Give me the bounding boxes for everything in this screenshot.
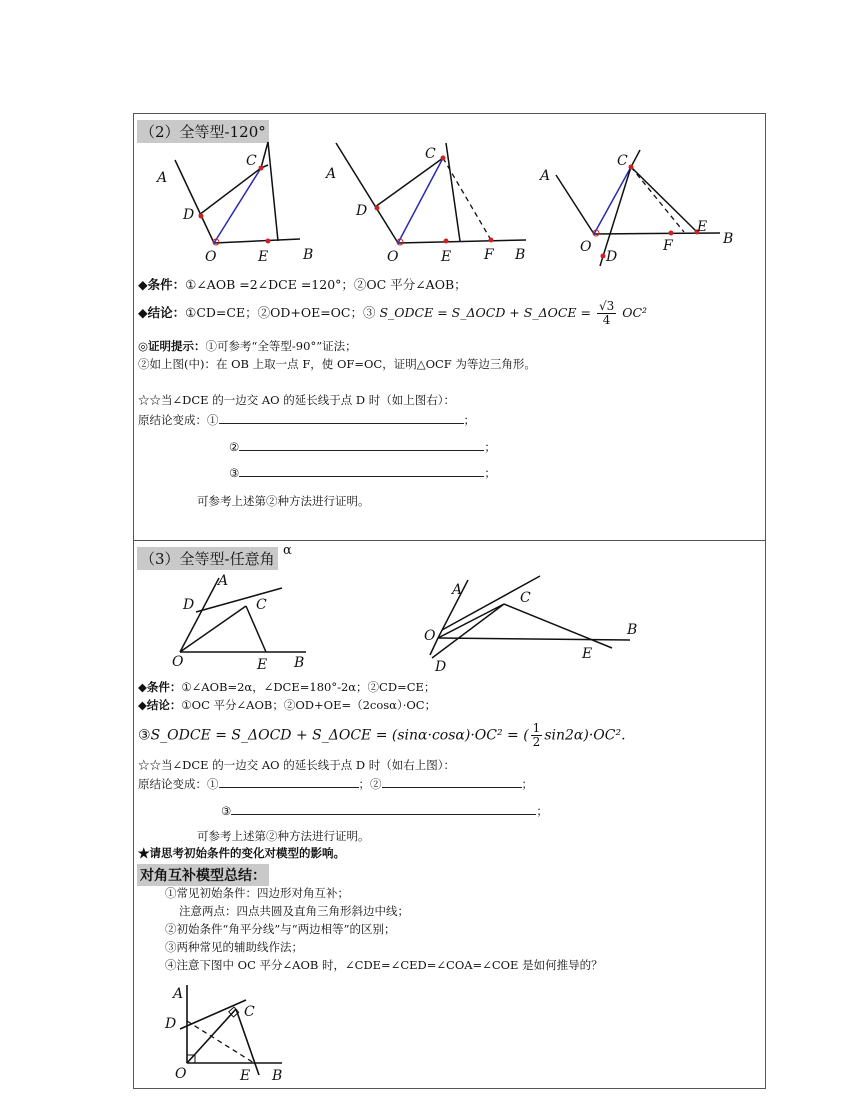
summary-item-4: ③两种常见的辅助线作法； [165, 940, 303, 954]
section2-refer: 可参考上述第②种方法进行证明。 [197, 494, 370, 508]
section2-blank1-row: 原结论变成：① ； [138, 413, 475, 427]
section2-blank3-row: ③ ； [229, 466, 496, 480]
fig3r-label-O: O [424, 628, 436, 644]
condition-label: ◆条件： [138, 277, 186, 292]
fig2l-label-A: A [157, 170, 168, 186]
proof-line2: ②如上图(中)：在 OB 上取一点 F，使 OF=OC，证明△OCF 为等边三角形。 [138, 357, 536, 371]
fig3l-label-D: D [183, 597, 195, 613]
s3-blank3-marker: ③ [221, 804, 232, 818]
conclusion-text: ①CD=CE；②OD+OE=OC；③ [185, 305, 376, 320]
s3-formula-fraction: $\frac{1}{2}$ [532, 721, 541, 749]
s3-blank1-marker: ① [207, 777, 219, 791]
section3-title-text: （3）全等型-任意角 [140, 550, 275, 568]
fig2r-label-F: F [663, 238, 673, 254]
blank1-marker: ① [207, 413, 219, 427]
fig2l-label-E: E [258, 249, 269, 265]
blank2-marker: ② [229, 440, 240, 454]
section2-extension: ☆☆当∠DCE 的一边交 AO 的延长线于点 D 时（如上图右）： [138, 393, 456, 407]
fig2l-label-B: B [303, 247, 314, 263]
fig3l-label-E: E [257, 657, 268, 673]
fig2l-label-O: O [205, 249, 217, 265]
fig3r-label-C: C [520, 590, 531, 606]
fig3l-label-A: A [218, 573, 229, 589]
sum-label-D: D [165, 1016, 177, 1032]
section3-think: ★请思考初始条件的变化对模型的影响。 [138, 846, 345, 860]
fig2r-label-O: O [580, 239, 592, 255]
condition-text: ①∠AOB =2∠DCE =120°；②OC 平分∠AOB； [185, 277, 467, 292]
original-label: 原结论变成： [138, 413, 207, 427]
section3-title-alpha: α [283, 543, 292, 558]
s3-formula-main: S_ODCE = S_ΔOCD + S_ΔOCE = (sinα·cosα)·OC² = ( [150, 727, 529, 744]
section3-blank-row1: 原结论变成：① ；② ； [138, 777, 533, 791]
fig2l-label-C: C [246, 153, 257, 169]
summary-title: 对角互补模型总结： [137, 864, 269, 886]
fig2m-label-C: C [425, 146, 436, 162]
section2-blank2-row: ② ； [229, 440, 496, 454]
s3-conclusion-label: ◆结论： [138, 698, 182, 712]
section3-blank-row2: ③ ； [221, 804, 548, 818]
fig3r-label-A: A [452, 582, 463, 598]
fig2r-label-D: D [606, 249, 618, 265]
fig3r-label-D: D [435, 659, 447, 675]
proof-line1: ①可参考“全等型-90°”证法； [205, 339, 357, 353]
fig3l-label-B: B [294, 655, 305, 671]
fig2m-label-D: D [356, 203, 368, 219]
fig2r-label-A: A [540, 168, 551, 184]
sum-label-B: B [272, 1068, 283, 1084]
summary-item-1: ①常见初始条件：四边形对角互补； [165, 886, 349, 900]
sum-label-O: O [175, 1066, 187, 1082]
summary-item-5: ④注意下图中 OC 平分∠AOB 时，∠CDE=∠CED=∠COA=∠COE 是如何推导的？ [165, 958, 603, 972]
fig3r-label-B: B [627, 622, 638, 638]
s3-conclusion-text: ①OC 平分∠AOB；②OD+OE=（2cosα）·OC； [181, 698, 437, 712]
s3-original-label: 原结论变成： [138, 777, 207, 791]
fig2m-label-F: F [484, 247, 494, 263]
fig2m-label-O: O [387, 249, 399, 265]
section3-refer: 可参考上述第②种方法进行证明。 [197, 829, 370, 843]
fig2l-label-D: D [183, 207, 195, 223]
s3-condition-text: ①∠AOB=2α，∠DCE=180°-2α；②CD=CE； [181, 680, 436, 694]
s3-formula-prefix: ③ [138, 727, 151, 744]
fig2m-label-B: B [515, 247, 526, 263]
fig3l-label-C: C [256, 597, 267, 613]
fig2r-label-B: B [723, 231, 734, 247]
fig3l-label-O: O [172, 654, 184, 670]
conclusion-tail: OC² [622, 305, 648, 320]
s3-condition-label: ◆条件： [138, 680, 182, 694]
fig2m-label-E: E [441, 249, 452, 265]
summary-item-2: 注意两点：四点共圆及直角三角形斜边中线； [179, 904, 409, 918]
conclusion-formula: S_ODCE = S_ΔOCD + S_ΔOCE = [379, 305, 591, 320]
proof-label: ◎证明提示： [138, 339, 206, 353]
sum-label-A: A [173, 986, 184, 1002]
s3-blank2-marker: ② [370, 777, 382, 791]
fig2r-label-C: C [617, 153, 628, 169]
fig2r-label-E: E [697, 219, 708, 235]
fig3r-label-E: E [582, 646, 593, 662]
sum-label-C: C [244, 1004, 255, 1020]
fig2m-label-A: A [326, 166, 337, 182]
conclusion-fraction: $\frac{√3}{4}$ [598, 299, 615, 327]
sum-label-E: E [240, 1068, 251, 1084]
section3-extension: ☆☆当∠DCE 的一边交 AO 的延长线于点 D 时（如右上图）： [138, 758, 456, 772]
s3-formula-tail: sin2α)·OC². [544, 727, 626, 744]
section2-title: （2）全等型-120° [137, 120, 269, 143]
conclusion-label: ◆结论： [138, 305, 186, 320]
blank3-marker: ③ [229, 466, 240, 480]
summary-item-3: ②初始条件“角平分线”与“两边相等”的区别； [165, 922, 396, 936]
